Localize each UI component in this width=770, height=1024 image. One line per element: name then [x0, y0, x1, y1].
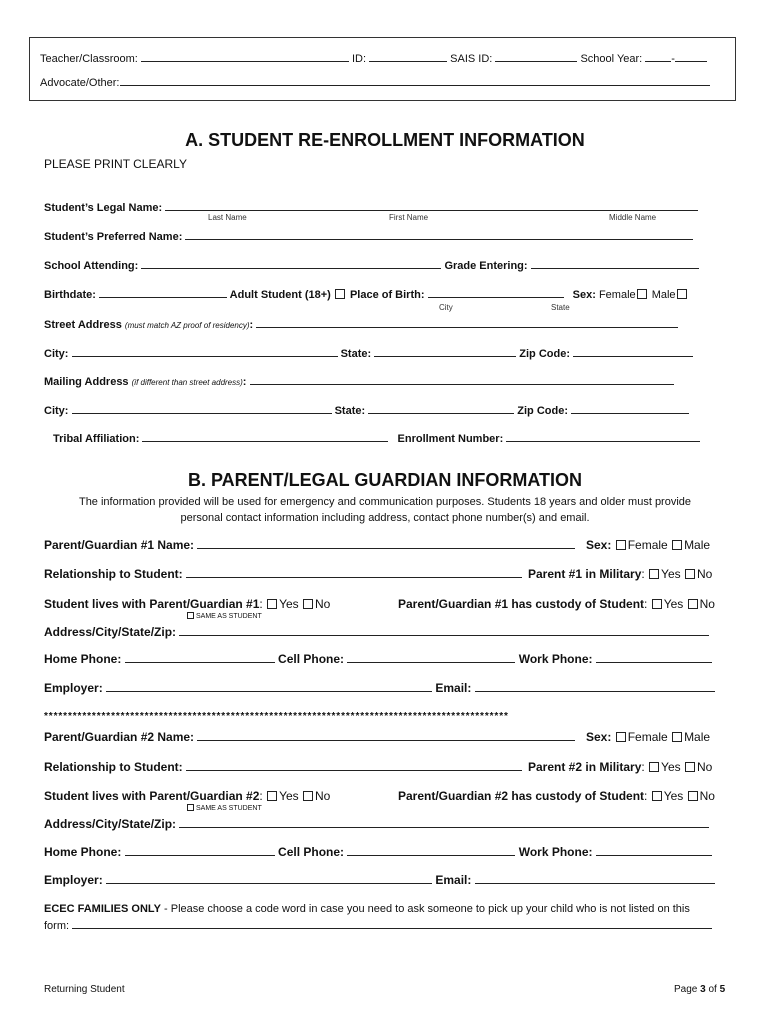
p1-custody-no-checkbox[interactable]: [688, 599, 698, 609]
preferred-name-label: Student’s Preferred Name:: [44, 231, 183, 243]
p1-home-phone-field[interactable]: [125, 652, 275, 663]
adult-student-checkbox[interactable]: [335, 289, 345, 299]
sais-field[interactable]: [495, 51, 577, 62]
header-row-1: [40, 51, 707, 65]
p1-name-label: Parent/Guardian #1 Name:: [44, 538, 195, 552]
p1-employer-field[interactable]: [106, 681, 432, 692]
p1-cell-phone-field[interactable]: [347, 652, 515, 663]
p2-home-phone-field[interactable]: [125, 845, 275, 856]
p2-lives-yes: Yes: [279, 789, 299, 803]
p2-cell-phone-field[interactable]: [347, 845, 515, 856]
footer-label: Returning Student: [44, 984, 125, 995]
sex-label: Sex:: [572, 289, 596, 301]
p1-same-as-student-checkbox[interactable]: [187, 612, 194, 619]
p2-male-checkbox[interactable]: [672, 732, 682, 742]
female-label: Female: [598, 289, 636, 301]
p2-phone-row: Home Phone: Cell Phone: Work Phone:: [44, 845, 712, 859]
p1-email-field[interactable]: [475, 681, 715, 692]
mailing-city-field[interactable]: [72, 403, 332, 414]
p1-relationship-label: Relationship to Student: [44, 567, 179, 581]
ecec-form-label: form:: [44, 920, 70, 932]
enrollment-label: Enrollment Number: [397, 433, 500, 445]
p2-relationship-row: Relationship to Student:: [44, 760, 522, 774]
mailing-state-label: State:: [334, 405, 366, 417]
mailing-note: (if different than street address): [131, 378, 243, 387]
preferred-name-field[interactable]: [185, 229, 693, 240]
p1-sex-group: [586, 538, 710, 552]
ecec-text: - Please choose a code word in case you need to ask someone to pick up your child who is not listed on this: [160, 903, 690, 915]
p1-lives-no-checkbox[interactable]: [303, 599, 313, 609]
p1-male-label: Male: [684, 538, 711, 552]
p1-address-field[interactable]: [179, 625, 709, 636]
p2-employer-row: Employer: Email:: [44, 873, 715, 887]
teacher-field[interactable]: [141, 51, 349, 62]
p1-military-no: No: [696, 567, 713, 581]
p1-military-yes: Yes: [661, 567, 681, 581]
city-field[interactable]: [72, 346, 338, 357]
p2-lives-no: No: [314, 789, 331, 803]
p1-female-label: Female: [627, 538, 668, 552]
print-clearly-note: PLEASE PRINT CLEARLY: [44, 157, 187, 171]
header-row-2: [40, 75, 710, 89]
p1-address-row: Address/City/State/Zip:: [44, 625, 709, 639]
p2-same-as-student-group: [186, 804, 262, 812]
birthdate-field[interactable]: [99, 287, 227, 298]
female-checkbox[interactable]: [637, 289, 647, 299]
p1-custody-no: No: [699, 597, 715, 611]
p1-same-as-student-label: SAME AS STUDENT: [196, 613, 262, 620]
p2-employer-field[interactable]: [106, 873, 432, 884]
mailing-zip-label: Zip Code:: [517, 405, 568, 417]
ecec-code-word-field[interactable]: [72, 918, 712, 929]
teacher-label: Teacher/Classroom:: [40, 53, 138, 65]
last-name-sub: Last Name: [208, 213, 247, 222]
p2-lives-group: Student lives with Parent/Guardian #2: Yes No: [44, 789, 331, 803]
p1-military-no-checkbox[interactable]: [685, 569, 695, 579]
street-field[interactable]: [256, 317, 678, 328]
separator-stars: *************************************************************************************************: [44, 711, 509, 722]
p1-custody-group: Parent/Guardian #1 has custody of Student: Yes No: [398, 597, 715, 611]
p1-custody-label: Parent/Guardian #1 has custody of Student: [398, 597, 645, 611]
page-total: 5: [719, 984, 726, 995]
grade-field[interactable]: [531, 258, 699, 269]
legal-name-label: Student’s Legal Name:: [44, 202, 163, 214]
p2-custody-no: No: [699, 789, 715, 803]
p2-sex-label: Sex:: [586, 730, 612, 744]
p1-custody-yes: Yes: [663, 597, 684, 611]
middle-name-sub: Middle Name: [609, 213, 657, 222]
p2-custody-label: Parent/Guardian #2 has custody of Student: [398, 789, 645, 803]
p2-relationship-field[interactable]: [186, 760, 522, 771]
birthplace-field[interactable]: [428, 287, 564, 298]
p2-email-label: Email: [435, 873, 468, 887]
zip-label: Zip Code:: [519, 348, 570, 360]
page-prefix: Page: [674, 984, 698, 995]
p1-lives-yes-checkbox[interactable]: [267, 599, 277, 609]
p1-lives-group: Student lives with Parent/Guardian #1: Yes No: [44, 597, 331, 611]
first-name-sub: First Name: [389, 213, 429, 222]
p1-work-phone-label: Work Phone: [518, 652, 589, 666]
ecec-form-row: [44, 918, 712, 932]
ecec-line: [44, 903, 690, 915]
p1-employer-row: Employer: Email:: [44, 681, 715, 695]
header-box: [29, 37, 736, 101]
page-current: 3: [700, 984, 706, 995]
p2-military-yes-checkbox[interactable]: [649, 762, 659, 772]
p2-name-label: Parent/Guardian #2 Name:: [44, 730, 195, 744]
p1-email-label: Email: [435, 681, 468, 695]
birth-row: [44, 287, 689, 301]
state-label: State:: [340, 348, 372, 360]
mailing-row: Mailing Address (if different than street address):: [44, 374, 674, 388]
p2-custody-group: Parent/Guardian #2 has custody of Student: Yes No: [398, 789, 715, 803]
page-of: of: [708, 984, 717, 995]
p2-address-row: Address/City/State/Zip:: [44, 817, 709, 831]
p1-home-phone-label: Home Phone: [44, 652, 118, 666]
street-row: Street Address (must match AZ proof of residency):: [44, 317, 678, 331]
p1-cell-phone-label: Cell Phone: [278, 652, 341, 666]
male-label: Male: [651, 289, 676, 301]
mailing-label: Mailing Address: [44, 376, 129, 388]
p2-home-phone-label: Home Phone: [44, 845, 118, 859]
p1-sex-label: Sex:: [586, 538, 612, 552]
tribal-field[interactable]: [142, 431, 388, 442]
p2-work-phone-label: Work Phone: [518, 845, 589, 859]
p1-phone-row: Home Phone: Cell Phone: Work Phone:: [44, 652, 712, 666]
p2-lives-yes-checkbox[interactable]: [267, 791, 277, 801]
birthdate-label: Birthdate:: [44, 289, 96, 301]
mailing-city-label: City:: [44, 405, 69, 417]
p2-address-label: Address/City/State/Zip: [44, 817, 173, 831]
info-line-2: personal contact information including address, contact phone number(s) and email.: [180, 512, 590, 524]
p1-relationship-field[interactable]: [186, 567, 522, 578]
p2-military-label: Parent #2 in Military: [528, 760, 642, 774]
p2-military-group: Parent #2 in Military: Yes No: [528, 760, 713, 774]
birthplace-label: Place of Birth:: [349, 289, 425, 301]
grade-label: Grade Entering:: [444, 260, 528, 272]
tribal-row: Tribal Affiliation: Enrollment Number:: [53, 431, 700, 445]
p1-relationship-row: Relationship to Student:: [44, 567, 522, 581]
p2-custody-yes-checkbox[interactable]: [652, 791, 662, 801]
p1-male-checkbox[interactable]: [672, 540, 682, 550]
id-label: ID:: [351, 53, 367, 65]
year-sep: -: [671, 53, 675, 65]
page-number: [674, 984, 725, 995]
p2-same-as-student-checkbox[interactable]: [187, 804, 194, 811]
city-sub: City: [439, 303, 453, 312]
p2-same-as-student-label: SAME AS STUDENT: [196, 805, 262, 812]
p1-female-checkbox[interactable]: [616, 540, 626, 550]
id-field[interactable]: [369, 51, 447, 62]
sais-label: SAIS ID:: [450, 53, 493, 65]
school-field[interactable]: [141, 258, 441, 269]
advocate-label: Advocate/Other:: [40, 77, 120, 89]
p2-work-phone-field[interactable]: [596, 845, 712, 856]
p1-name-field[interactable]: [197, 538, 575, 549]
city-row-2: [44, 403, 689, 417]
adult-student-label: Adult Student (18+): [229, 289, 331, 301]
p2-military-no-checkbox[interactable]: [685, 762, 695, 772]
p2-military-no: No: [696, 760, 713, 774]
year-label: School Year:: [580, 53, 643, 65]
state-field[interactable]: [374, 346, 516, 357]
p2-lives-label: Student lives with Parent/Guardian #2: [44, 789, 260, 803]
p1-employer-label: Employer: [44, 681, 99, 695]
p2-cell-phone-label: Cell Phone: [278, 845, 341, 859]
mailing-field[interactable]: [250, 374, 674, 385]
city-row-1: [44, 346, 693, 360]
p2-name-row: [44, 730, 575, 744]
p1-military-group: Parent #1 in Military: Yes No: [528, 567, 713, 581]
p2-email-field[interactable]: [475, 873, 715, 884]
preferred-name-row: [44, 229, 693, 243]
p2-name-field[interactable]: [197, 730, 575, 741]
zip-field[interactable]: [573, 346, 693, 357]
male-checkbox[interactable]: [677, 289, 687, 299]
p1-lives-no: No: [314, 597, 331, 611]
state-sub: State: [551, 303, 570, 312]
section-a-title: A. STUDENT RE-ENROLLMENT INFORMATION: [185, 130, 585, 150]
section-b-title: B. PARENT/LEGAL GUARDIAN INFORMATION: [188, 470, 582, 490]
year-start-field[interactable]: [645, 51, 671, 62]
school-label: School Attending:: [44, 260, 139, 272]
p2-female-checkbox[interactable]: [616, 732, 626, 742]
p2-female-label: Female: [627, 730, 668, 744]
school-row: [44, 258, 699, 272]
p1-military-yes-checkbox[interactable]: [649, 569, 659, 579]
street-note: (must match AZ proof of residency): [124, 321, 250, 330]
p2-employer-label: Employer: [44, 873, 99, 887]
p2-custody-no-checkbox[interactable]: [688, 791, 698, 801]
mailing-state-field[interactable]: [368, 403, 514, 414]
p1-address-label: Address/City/State/Zip: [44, 625, 173, 639]
p2-lives-no-checkbox[interactable]: [303, 791, 313, 801]
p1-work-phone-field[interactable]: [596, 652, 712, 663]
mailing-zip-field[interactable]: [571, 403, 689, 414]
ecec-bold: ECEC FAMILIES ONLY: [44, 903, 161, 915]
p2-military-yes: Yes: [661, 760, 681, 774]
p1-same-as-student-group: [186, 612, 262, 620]
p1-lives-yes: Yes: [279, 597, 299, 611]
info-line-1: The information provided will be used for emergency and communication purposes. Students 18 years and older must provide: [78, 496, 692, 508]
p1-custody-yes-checkbox[interactable]: [652, 599, 662, 609]
p2-male-label: Male: [684, 730, 711, 744]
legal-name-row: [44, 200, 698, 214]
p2-sex-group: [586, 730, 710, 744]
p1-military-label: Parent #1 in Military: [528, 567, 642, 581]
street-label: Street Address: [44, 319, 122, 331]
advocate-field[interactable]: [120, 75, 710, 86]
p2-custody-yes: Yes: [663, 789, 684, 803]
p2-relationship-label: Relationship to Student: [44, 760, 179, 774]
legal-name-field[interactable]: [165, 200, 698, 211]
p1-lives-label: Student lives with Parent/Guardian #1: [44, 597, 260, 611]
tribal-label: Tribal Affiliation: [53, 433, 136, 445]
p2-address-field[interactable]: [179, 817, 709, 828]
enrollment-field[interactable]: [506, 431, 700, 442]
city-label: City:: [44, 348, 69, 360]
p1-name-row: [44, 538, 575, 552]
year-end-field[interactable]: [675, 51, 707, 62]
